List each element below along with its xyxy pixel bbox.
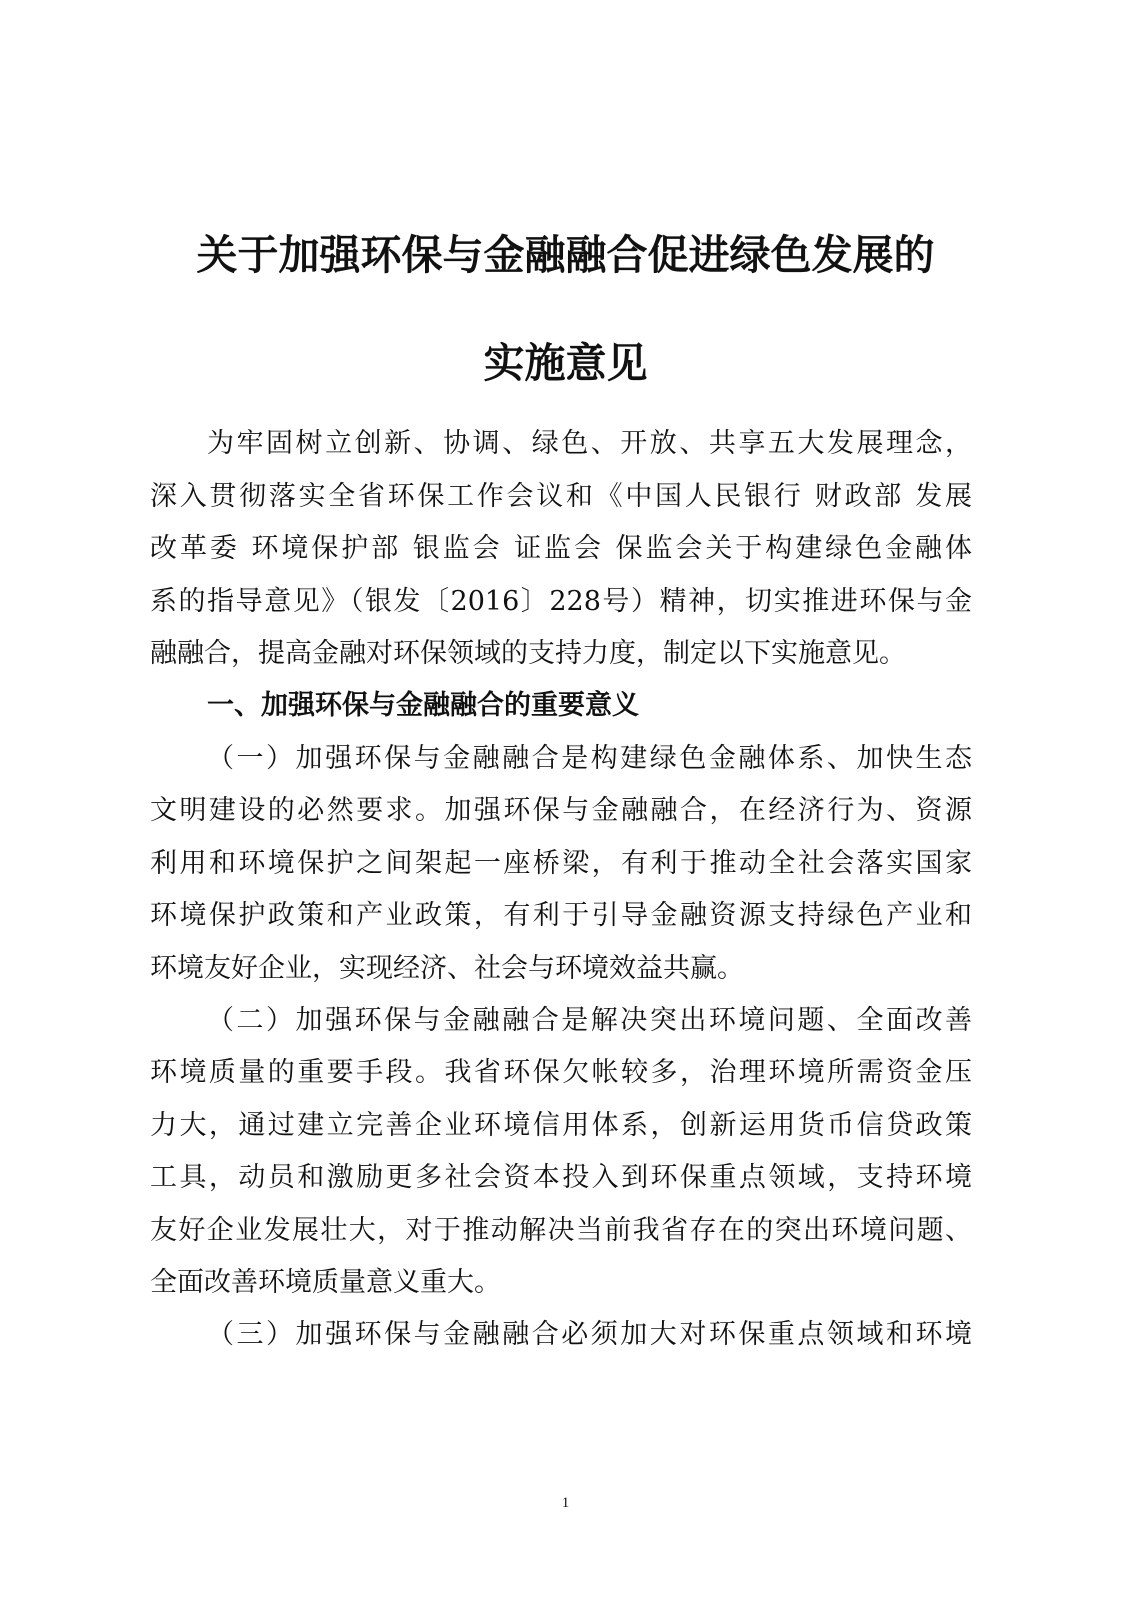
paragraph-line: （三）加强环保与金融融合必须加大对环保重点领域和环境: [207, 1319, 972, 1350]
paragraph-line: 改革委 环境保护部 银监会 证监会 保监会关于构建绿色金融体: [150, 533, 972, 564]
paragraph-line: 力大，通过建立完善企业环境信用体系，创新运用货币信贷政策: [150, 1110, 972, 1141]
paragraph-line: 为牢固树立创新、协调、绿色、开放、共享五大发展理念，: [207, 428, 972, 459]
paragraph-line: 利用和环境保护之间架起一座桥梁，有利于推动全社会落实国家: [150, 848, 972, 879]
paragraph-line: 全面改善环境质量意义重大。: [150, 1267, 501, 1298]
paragraph-line: （二）加强环保与金融融合是解决突出环境问题、全面改善: [207, 1005, 972, 1036]
paragraph-line: 环境质量的重要手段。我省环保欠帐较多，治理环境所需资金压: [150, 1057, 972, 1088]
paragraph-line: 工具，动员和激励更多社会资本投入到环保重点领域，支持环境: [150, 1162, 972, 1193]
document-title-line-1: 关于加强环保与金融融合促进绿色发展的: [196, 231, 935, 279]
paragraph-line: 深入贯彻落实全省环保工作会议和《中国人民银行 财政部 发展: [150, 481, 972, 512]
page-number: 1: [561, 1495, 570, 1511]
paragraph-line: （一）加强环保与金融融合是构建绿色金融体系、加快生态: [207, 743, 972, 774]
paragraph-line: 环境友好企业，实现经济、社会与环境效益共赢。: [150, 953, 744, 984]
document-title-line-2: 实施意见: [483, 339, 648, 387]
paragraph-line: 文明建设的必然要求。加强环保与金融融合，在经济行为、资源: [150, 795, 972, 826]
paragraph-line: 环境保护政策和产业政策，有利于引导金融资源支持绿色产业和: [150, 900, 972, 931]
paragraph-line: 融融合，提高金融对环保领域的支持力度，制定以下实施意见。: [150, 638, 906, 669]
paragraph-line: 友好企业发展壮大，对于推动解决当前我省存在的突出环境问题、: [150, 1215, 972, 1246]
section-heading: 一、加强环保与金融融合的重要意义: [207, 690, 639, 721]
paragraph-line: 系的指导意见》（银发〔2016〕228号）精神，切实推进环保与金: [150, 586, 972, 617]
